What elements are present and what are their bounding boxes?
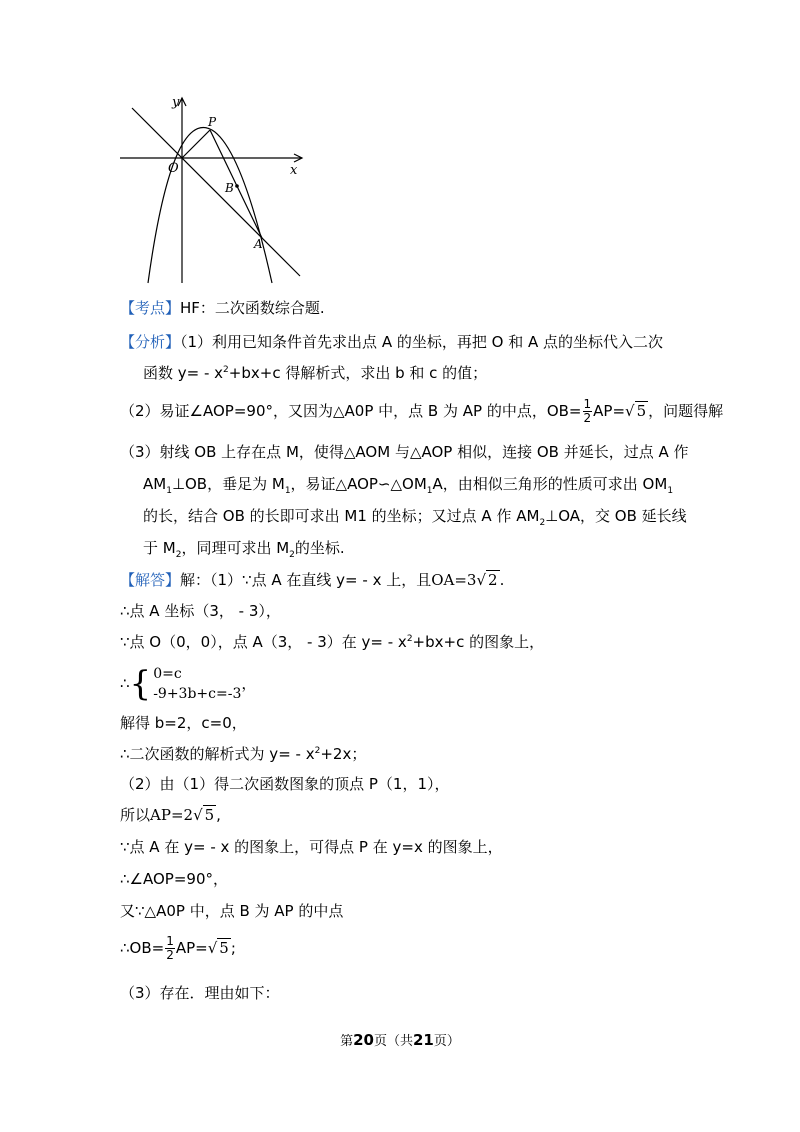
- jieda-l3-pre: ∵点 O（0，0），点 A（3， - 3）在 y= - x: [120, 633, 407, 651]
- jieda-l8-math: AP=2: [150, 806, 194, 824]
- sqrt-5: √ 5: [207, 939, 229, 957]
- frac-num: 1: [583, 397, 592, 411]
- fraction-half: [165, 935, 175, 962]
- sqrt-5: √ 5: [625, 402, 647, 420]
- jieda-line-9: ∵点 A 在 y= - x 的图象上，可得点 P 在 y=x 的图象上，: [120, 838, 503, 856]
- jieda-l1-pre: 解：（1）∵点 A 在直线 y= - x 上，且: [180, 571, 432, 589]
- fenxi-p1b-pre: 函数 y= - x: [143, 364, 224, 382]
- fenxi-p2-post: ，问题得解: [648, 402, 724, 420]
- comma: ，: [241, 674, 257, 693]
- sub-1: 1: [667, 486, 674, 496]
- sqrt-5-rad: 5: [204, 806, 215, 824]
- label-p: P: [208, 115, 217, 129]
- exp-2: 2: [314, 746, 321, 756]
- fenxi-p3b-1: AM: [143, 475, 167, 493]
- page-number: 20: [353, 1031, 374, 1049]
- therefore: ∴: [120, 674, 130, 693]
- sub-2: 2: [175, 550, 182, 560]
- label-y: y: [172, 95, 180, 110]
- fenxi-line-6: [143, 505, 687, 527]
- exp-2: 2: [223, 365, 229, 375]
- fenxi-line-2: [143, 362, 487, 384]
- point-b: [235, 184, 239, 188]
- jieda-line-5: 解得 b=2，c=0，: [120, 714, 247, 732]
- fenxi-p2-mid: AP=: [593, 402, 626, 420]
- jieda-line-10: ∴∠AOP=90°，: [120, 870, 228, 888]
- jieda-l8-pre: 所以: [120, 806, 151, 824]
- page-footer: [0, 1030, 800, 1049]
- fenxi-p3b-4: A，由相似三角形的性质可求出 OM: [432, 475, 668, 493]
- fenxi-line-5: [143, 473, 673, 495]
- frac-num: 1: [166, 934, 174, 948]
- parabola-figure: [112, 88, 312, 288]
- footer-post: 页）: [433, 1034, 460, 1049]
- jieda-line-13: （3）存在．理由如下：: [120, 984, 280, 1002]
- jieda-line-3: [120, 631, 544, 653]
- fenxi-line-4: [120, 441, 689, 463]
- fenxi-p3d-2: ，同理可求出 M: [181, 539, 290, 557]
- exp-2: 2: [406, 634, 413, 644]
- jieda-line-8: 所以AP=2√ 5 ,: [120, 806, 221, 824]
- jieda-line-11: 又∵△A0P 中，点 B 为 AP 的中点: [120, 902, 344, 920]
- label-x: x: [290, 163, 298, 178]
- sub-1: 1: [426, 486, 433, 496]
- jieda-line-4: [120, 664, 256, 704]
- fenxi-p3c-2: ⊥OA，交 OB 延长线: [545, 507, 687, 525]
- parabola-curve: [148, 128, 272, 283]
- kaodian-line: [120, 297, 325, 319]
- sub-2: 2: [539, 518, 546, 528]
- fenxi-line-3: [120, 398, 723, 425]
- fenxi-p3d-3: 的坐标.: [294, 539, 345, 557]
- segment-pa: [210, 130, 262, 238]
- fenxi-p3b-3: ，易证△AOP∽△OM: [290, 475, 427, 493]
- sqrt-5: √ 5: [193, 806, 215, 824]
- jieda-l12-pre: ∴OB=: [120, 939, 165, 957]
- page-total: 21: [413, 1031, 434, 1049]
- fenxi-p3a: （3）射线 OB 上存在点 M，使得△AOM 与△AOP 相似，连接 OB 并延长，过点 A 作: [120, 443, 689, 461]
- sub-2: 2: [289, 550, 295, 560]
- sqrt-2-rad: 2: [488, 571, 498, 589]
- fenxi-line-7: [143, 537, 345, 559]
- jieda-line-12: ∴OB= $\frac{1}{2}$ AP=√ 5 ;: [120, 934, 236, 962]
- jieda-line-7: （2）由（1）得二次函数图象的顶点 P（1，1），: [120, 775, 450, 793]
- jieda-line-1: 【解答】解：（1）∵点 A 在直线 y= - x 上，且OA=3√ 2 .: [120, 571, 505, 589]
- label-b: B: [225, 181, 234, 195]
- jieda-line-2: ∴点 A 坐标（3， - 3），: [120, 602, 281, 620]
- sqrt-5-rad: 5: [636, 402, 647, 420]
- sqrt-2: √ 2: [476, 571, 498, 589]
- kaodian-text: HF：二次函数综合题.: [180, 299, 325, 317]
- jieda-l6-post: +2x；: [320, 745, 367, 763]
- sqrt-5-rad: 5: [219, 939, 229, 957]
- sub-1: 1: [166, 486, 172, 496]
- fenxi-p2-pre: （2）易证∠AOP=90°，又因为△A0P 中，点 B 为 AP 的中点，OB=: [120, 402, 582, 420]
- jieda-l6-pre: ∴二次函数的解析式为 y= - x: [120, 745, 315, 763]
- system-brace: {: [129, 664, 152, 704]
- jieda-l3-post: +bx+c 的图象上，: [412, 633, 545, 651]
- footer-mid: 页（共: [373, 1034, 413, 1049]
- fenxi-p1b-post: +bx+c 得解析式，求出 b 和 c 的值；: [228, 364, 488, 382]
- jieda-line-6: [120, 743, 366, 765]
- kaodian-tag: 【考点】: [120, 299, 181, 317]
- label-a: A: [254, 237, 263, 251]
- fenxi-p3b-2: ⊥OB，垂足为 M: [171, 475, 285, 493]
- equation-system: [153, 664, 241, 704]
- fenxi-p3c: 的长，结合 OB 的长即可求出 M1 的坐标；又过点 A 作 AM: [143, 507, 540, 525]
- label-o: O: [168, 161, 179, 176]
- fenxi-tag: 【分析】: [120, 333, 181, 351]
- segment-op: [182, 130, 210, 158]
- jieda-l1-math: OA=3: [431, 571, 477, 589]
- sub-1: 1: [284, 486, 291, 496]
- fenxi-p1a: （1）利用已知条件首先求出点 A 的坐标，再把 O 和 A 点的坐标代入二次: [180, 333, 663, 351]
- frac-den: 2: [166, 948, 174, 962]
- jieda-tag: 【解答】: [120, 571, 181, 589]
- jieda-l12-mid: AP=: [175, 939, 208, 957]
- footer-pre: 第: [340, 1034, 354, 1049]
- eq-2: -9+3b+c=-3: [153, 686, 242, 702]
- fenxi-line-1: [120, 331, 663, 353]
- fraction-half: [583, 398, 593, 425]
- eq-1: 0=c: [153, 666, 182, 682]
- frac-den: 2: [583, 411, 592, 425]
- fenxi-p3d-1: 于 M: [143, 539, 176, 557]
